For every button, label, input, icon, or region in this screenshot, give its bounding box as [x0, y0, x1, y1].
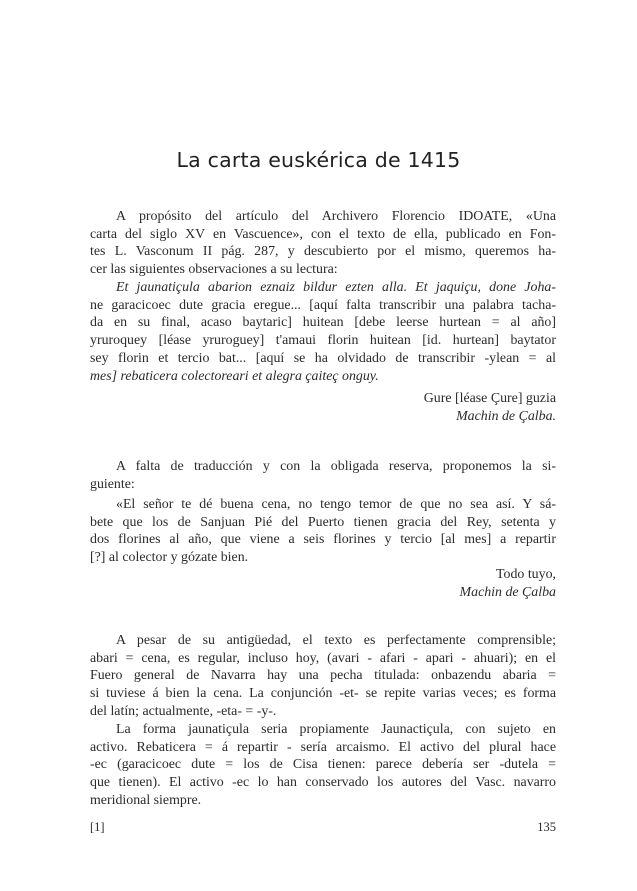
- signature-original: [424, 390, 556, 426]
- paragraph-translation: [90, 496, 556, 567]
- text-line: A pesar de su antigüedad, el texto es perfectamente comprensible;: [116, 633, 556, 648]
- paragraph-intro: [90, 208, 556, 279]
- signature-translation: [460, 566, 556, 602]
- text-line: Fuero general de Navarra hay una pecha titulada: onbazendu abaria =: [90, 668, 556, 684]
- signature-line: Gure [léase Çure] guzia: [423, 391, 556, 406]
- paragraph-analysis-1: [90, 632, 556, 721]
- text-line: si tuviese á bien la cena. La conjunción -et- se repite varias veces; es forma: [90, 686, 556, 702]
- paragraph-translation-intro: [90, 458, 556, 493]
- text-line: cer las siguientes observaciones a su lectura:: [90, 262, 338, 278]
- text-line: [90, 368, 556, 386]
- text-line: La forma jaunatiçula seria propiamente Jaunactiçula, con sujeto en: [116, 722, 556, 737]
- text-segment: carta del siglo XV en Vascuence», con el texto de ella, publicado en Fon-: [90, 226, 556, 242]
- text-line: dos florines al año, que viene a seis florines y tercio [al mes] a repartir: [90, 532, 556, 548]
- text-segment: mes] rebaticera colectoreari et alegra çaiteç onguy.: [90, 368, 379, 384]
- text-line: guiente:: [90, 476, 135, 492]
- text-line: A propósito del artículo del Archivero Florencio IDOATE, «Una: [116, 209, 556, 224]
- text-line: yruroquey [léase yruroguey] t'amaui florin huitean [id. hurtean] baytator: [90, 333, 556, 349]
- text-line: [?] al colector y gózate bien.: [90, 550, 249, 566]
- paragraph-transcription: [90, 279, 556, 385]
- text-line: sey florin et tercio bat... [aquí se ha olvidado de transcribir -ylean = al: [90, 350, 556, 366]
- text-line: A falta de traducción y con la obligada reserva, proponemos la si-: [116, 459, 556, 474]
- text-line: -ec (garacicoec dute = los de Cisa tienen: parece debería ser -dutela =: [90, 757, 556, 773]
- signature-line: [460, 584, 556, 602]
- text-line: abari = cena, es regular, incluso hoy, (avari - afari - apari - ahuari); en el: [90, 650, 556, 666]
- text-line: ne garacicoec dute gracia eregue... [aquí falta transcribir una palabra tacha-: [90, 297, 556, 313]
- text-line: que tienen). El activo -ec lo han conservado los autores del Vasc. navarro: [90, 775, 556, 791]
- footer-reference: [1]: [90, 820, 105, 834]
- text-line: activo. Rebaticera = á repartir - sería arcaismo. El activo del plural hace: [90, 739, 556, 755]
- text-line: del latín; actualmente, -eta- = -y-.: [90, 703, 277, 719]
- text-line: [90, 279, 556, 297]
- signature-line: Todo tuyo,: [496, 567, 556, 582]
- text-segment: Et jaunatiçula abarion eznaiz bildur ezten alla. Et jaquiçu, done Joha-: [116, 280, 556, 295]
- signature-name: Machin de Çalba: [459, 585, 556, 600]
- text-line: da en su final, acaso baytaric] huitean [debe leerse hurtean = al año]: [90, 315, 556, 331]
- text-line: «El señor te dé buena cena, no tengo temor de que no sea así. Y sá-: [116, 497, 556, 512]
- text-line: bete que los de Sanjuan Pié del Puerto tienen gracia del Rey, setenta y: [90, 514, 556, 530]
- signature-line: [424, 408, 556, 426]
- article-title: La carta euskérica de 1415: [176, 148, 461, 172]
- paragraph-analysis-2: [90, 721, 556, 810]
- text-line: meridional siempre.: [90, 792, 202, 808]
- page-number: 135: [537, 820, 556, 834]
- text-line: tes L. Vasconum II pág. 287, y descubierto por el mismo, queremos ha-: [90, 244, 556, 260]
- signature-name: Machin de Çalba.: [456, 409, 556, 424]
- page-footer: [90, 820, 556, 835]
- text-line: [90, 226, 556, 244]
